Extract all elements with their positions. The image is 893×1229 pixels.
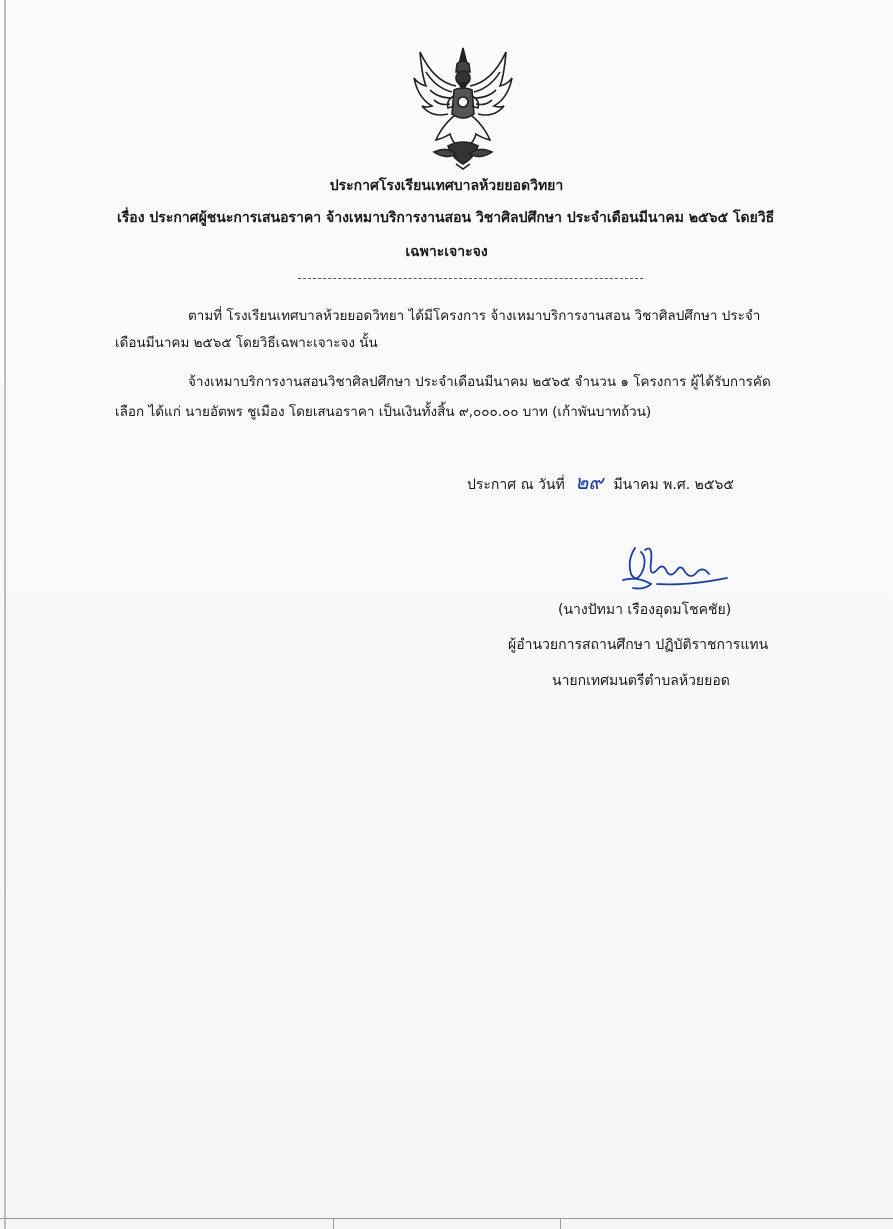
handwritten-day: ๒๙ <box>575 470 603 494</box>
signatory-name: (นางปัทมา เรืองอุดมโชคชัย) <box>558 602 732 618</box>
announcement-title: ประกาศโรงเรียนเทศบาลห้วยยอดวิทยา <box>329 178 564 194</box>
date-suffix: มีนาคม พ.ศ. ๒๕๖๕ <box>613 477 734 493</box>
bottom-rule <box>0 1218 893 1219</box>
subject-line-1: เรื่อง ประกาศผู้ชนะการเสนอราคา จ้างเหมาบริการงานสอน วิชาศิลปศึกษา ประจำเดือนมีนาคม ๒๕๖๕ โดยวิธี <box>117 210 775 226</box>
signatory-position-2: นายกเทศมนตรีตำบลห้วยยอด <box>552 673 730 689</box>
announcement-date <box>467 466 734 498</box>
bottom-tick <box>333 1218 334 1229</box>
bottom-tick <box>560 1218 561 1229</box>
paragraph-2-line-2: เลือก ได้แก่ นายอัตพร ชูเมือง โดยเสนอราคา เป็นเงินทั้งสิ้น ๙,๐๐๐.๐๐ บาท (เก้าพันบาทถ้วน) <box>115 404 652 420</box>
paragraph-1-line-2: เดือนมีนาคม ๒๕๖๕ โดยวิธีเฉพาะเจาะจง นั้น <box>115 335 378 351</box>
garuda-emblem <box>412 42 514 170</box>
paragraph-1-line-1: ตามที่ โรงเรียนเทศบาลห้วยยอดวิทยา ได้มีโครงการ จ้างเหมาบริการงานสอน วิชาศิลปศึกษา ประจำ <box>188 308 761 324</box>
signatory-position-1: ผู้อำนวยการสถานศึกษา ปฏิบัติราชการแทน <box>508 637 769 653</box>
handwritten-signature <box>617 540 732 600</box>
subject-line-2: เฉพาะเจาะจง <box>405 244 488 260</box>
header-divider <box>298 278 643 279</box>
paragraph-2-line-1: จ้างเหมาบริการงานสอนวิชาศิลปศึกษา ประจำเดือนมีนาคม ๒๕๖๕ จำนวน ๑ โครงการ ผู้ได้รับการคัด <box>188 374 771 390</box>
date-prefix: ประกาศ ณ วันที่ <box>467 477 565 493</box>
